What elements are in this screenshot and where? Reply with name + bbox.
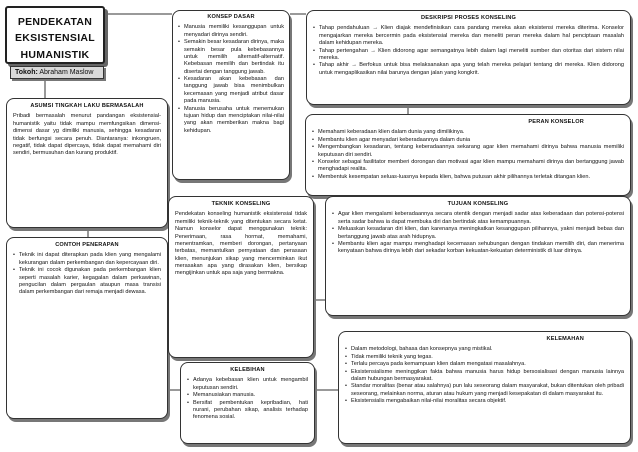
kelebihan-list (187, 377, 308, 421)
asumsi-box (6, 98, 168, 228)
deskripsi-list (313, 25, 624, 77)
deskripsi-item: • Tahap akhir → Berfokus untuk bisa melaksanakan apa yang telah mereka pelajari tentang diri mereka. Klien didorong untuk mengaplikasikan nilai barunya dengan jalan yang kongkrit. (313, 62, 624, 77)
kelemahan-item: • Eksistensialis mengabaikan nilai-nilai moralitas secara objektif. (345, 398, 624, 405)
kelebihan-item: • Bersifat pembentukan kepribadian, hati nurani, perubahan sikap, analisis terhadap fenomena sosial. (187, 400, 308, 422)
kelemahan-item: • Terlalu percaya pada kemampuan klien dalam mengatasi masalahnya. (345, 361, 624, 368)
deskripsi-box (306, 10, 631, 105)
title-line-1: PENDEKATAN (17, 16, 93, 28)
konsep-dasar-item: • Manusia memiliki kesanggupan untuk menyadari dirinya sendiri. (178, 24, 284, 39)
konsep-dasar-item: • Semakin besar kesadaran dirinya, maka semakin besar pula kebebasannya untuk memilih alternatif-alternatif. Kebebasan memilih dan bertindak itu disertai dengan tanggung jawab. (178, 39, 284, 76)
kelebihan-item: • Adanya kebebasan klien untuk mengambil keputusan sendiri. (187, 377, 308, 392)
tokoh-label (10, 66, 104, 79)
deskripsi-item: • Tahap pertengahan → Klien didorong agar semangatnya lebih dalam lagi meneliti sumber dan otoritas dari sistem nilai mereka. (313, 48, 624, 63)
tujuan-konseling-list (332, 211, 624, 255)
kelemahan-list (345, 346, 624, 405)
kelebihan-box (180, 362, 315, 444)
konsep-dasar-item: • Kesadaran akan kebebasan dan tanggung jawab bisa menimbulkan kecemasan yang menjadi atribut dasar pada manusia. (178, 76, 284, 106)
tokoh-key: Tokoh: (15, 69, 38, 76)
tujuan-konseling-box (325, 196, 631, 316)
konsep-dasar-list (178, 24, 284, 135)
peran-konselor-heading: PERAN KONSELOR (528, 119, 584, 125)
kelemahan-item: • Eksistensialisme meninggikan fakta bahwa manusia harus hidup bersosialisasi dengan manusia lainnya dalam hubungan bermasyarakat. (345, 369, 624, 384)
deskripsi-heading: DESKRIPSI PROSES KONSELING (420, 15, 517, 21)
teknik-konseling-text: Pendekatan konseling humanistik eksistensial tidak memiliki teknik-teknik yang ditentukan secara ketat. Namun konselor dapat menggunakan teknik: Penerimaan, rasa hormat, memahami, menentramkan, memberi dorongan, pertanyaan terbatas, memantulkan pernyataan dan perasaan klien, menunjukan sikap yang mencerminkan ikut merasakan apa yang dirasakan klien, bersikap mengijinkan untuk apa saja yang bermakna. (175, 211, 307, 277)
tokoh-name: Abraham Maslow (39, 69, 94, 76)
title-line-2: EKSISTENSIAL (14, 32, 96, 45)
kelemahan-heading: KELEMAHAN (546, 336, 584, 342)
asumsi-heading: ASUMSI TINGKAH LAKU BERMASALAH (30, 103, 144, 109)
peran-konselor-item: • Mengembangkan kesadaran, tentang keberadaannya sekarang agar klien memahami dirinya bahwa manusia memiliki keputusan diri sendiri. (312, 144, 624, 159)
kelemahan-item: • Tidak memiliki teknik yang tegas. (345, 354, 624, 361)
kelemahan-item: • Standar moralitas (benar atau salahnya) pun lalu seseorang dalam masyarakat, bukan ditentukan oleh pribadi seseorang, melainkan norma, aturan atau hukum yang menjadi kesepakatan di dalam masyarakat itu. (345, 383, 624, 398)
title-line-3: HUMANISTIK (20, 48, 90, 61)
konsep-dasar-item: • Manusia berusaha untuk menemukan tujuan hidup dan menciptakan nilai-nilai yang akan memberikan makna bagi kehidupan. (178, 106, 284, 136)
contoh-item: • Teknik ini dapat diterapkan pada klien yang mengalami kekurangan dalam perkembangan dan kepercayaan diri. (13, 252, 161, 267)
kelebihan-item: • Memanusiakan manusia. (187, 392, 308, 399)
kelebihan-heading: KELEBIHAN (230, 367, 265, 373)
asumsi-text: Pribadi bermasalah menurut pandangan eksistensial-humanistik yaitu tidak mampu memfungsikan dimensi-dimensi dasar yg dimiliki manusia, sehingga kesadaran tidak berfungsi secara penuh. Diantaranya: inkongruen, negatif, tidak dapat dipercaya, tidak dapat memahami diri sendiri, bermusuhan dan kurang produktif. (13, 113, 161, 157)
konsep-dasar-box (172, 10, 290, 180)
teknik-konseling-heading: TEKNIK KONSELING (211, 201, 271, 207)
title-box (5, 6, 105, 64)
tujuan-konseling-item: • Meluaskan kesadaran diri klien, dan karenanya meningkatkan kesanggupan pilihannya, yakni menjadi bebas dan bertanggung jawab atas arah hidupnya. (332, 226, 624, 241)
deskripsi-item: • Tahap pendahuluan → Klien diajak mendefinisikan cara pandang mereka akan eksistensi mereka diterima. Konselor mengajarkan mereka bercermin pada eksistensial mereka dan meneliti peran mereka dalam hal penciptaan masalah dalam kehidupan mereka. (313, 25, 624, 47)
contoh-list (13, 252, 161, 296)
peran-konselor-item: • Konselor sebagai fasilitator memberi dorongan dan motivasi agar klien mampu memahami dirinya dan bertanggung jawab menghadapi realita. (312, 159, 624, 174)
peran-konselor-item: • Memahami keberadaan klien dalam dunia yang dimilikinya. (312, 129, 624, 136)
konsep-dasar-heading: KONSEP DASAR (207, 14, 255, 20)
kelemahan-box (338, 331, 631, 444)
contoh-item: • Teknik ini cocok digunakan pada perkembangan klien seperti masalah karier, kegagalan dalam perkawinan, pengucilan dalam pergaulan ataupun masa transisi dalam perkembangan dari remaja menjadi dewasa. (13, 267, 161, 297)
peran-konselor-box (305, 114, 631, 196)
peran-konselor-item: • Membantu klien agar menyadari keberadaannya dalam dunia (312, 137, 624, 144)
tujuan-konseling-item: • Agar klien mengalami keberadaannya secara otentik dengan menjadi sadar atas keberadaan dan potensi-potensi serta sadar bahwa ia dapat membuka diri dan bertindak atas kemampuannya. (332, 211, 624, 226)
teknik-konseling-box (168, 196, 314, 358)
kelemahan-item: • Dalam metodologi, bahasa dan konsepnya yang mistikal. (345, 346, 624, 353)
contoh-box (6, 237, 168, 419)
peran-konselor-item: • Membentuk kesempatan seluas-luasnya kepada klien, bahwa putusan akhir pilihannya terletak ditangan klien. (312, 174, 624, 181)
contoh-heading: CONTOH PENERAPAN (55, 242, 119, 248)
tujuan-konseling-item: • Membantu klien agar mampu menghadapi kecemasan sehubungan dengan tindakan memilih diri, dan menerima kenyataan bahwa dirinya lebih dari sekadar korban kekuatan-kekuatan deterministik di luar dirinya. (332, 241, 624, 256)
tujuan-konseling-heading: TUJUAN KONSELING (447, 201, 509, 207)
peran-konselor-list (312, 129, 624, 181)
